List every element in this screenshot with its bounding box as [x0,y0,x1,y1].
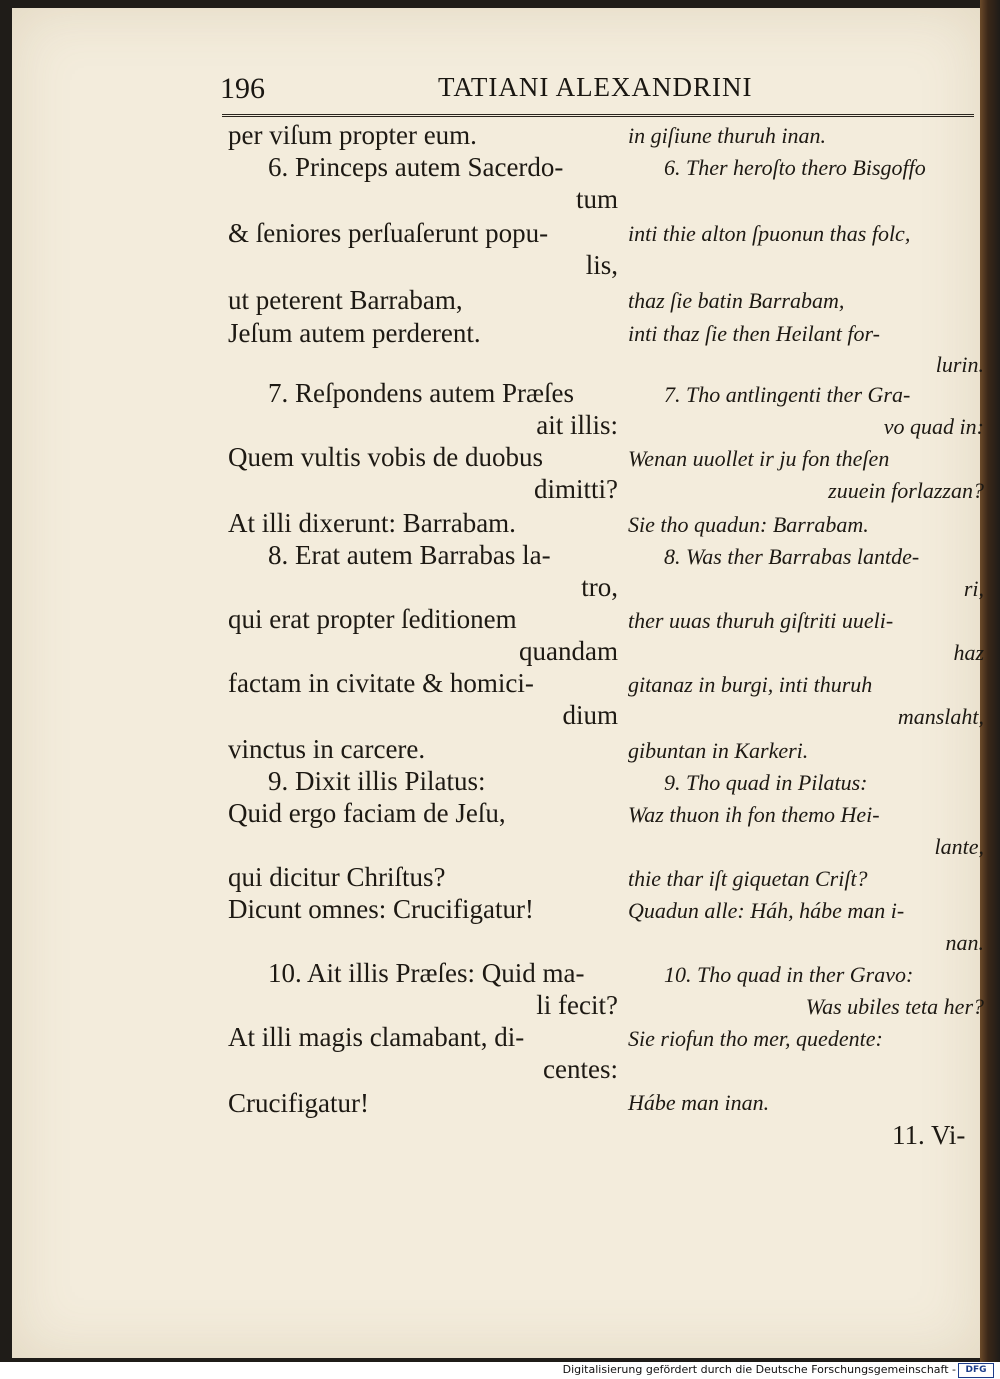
running-title: TATIANI ALEXANDRINI [438,72,753,102]
frankish-line: vo quad in: [883,414,984,439]
frankish-line: zuuein forlazzan? [828,478,984,503]
frankish-line: 8. Was ther Barrabas lantde- [664,544,920,569]
frankish-line: manslaht, [897,704,984,729]
latin-line: Jeſum autem perderent. [228,318,481,348]
latin-line: At illi magis clamabant, di- [228,1022,525,1052]
digitization-footer [0,1362,1000,1379]
frankish-line: ri, [963,576,984,601]
frankish-line: Sie tho quadun: Barrabam. [628,512,869,537]
latin-line: per viſum propter eum. [228,120,477,150]
frankish-line: lurin. [935,352,984,377]
latin-line: dimitti? [534,474,618,504]
latin-line: Crucifigatur! [228,1088,369,1118]
latin-line: Quid ergo faciam de Jeſu, [228,798,506,828]
latin-line: lis, [585,250,618,280]
latin-line: Dicunt omnes: Crucifigatur! [228,894,534,924]
latin-line: centes: [543,1054,618,1084]
latin-line: qui erat propter ſeditionem [228,604,517,634]
frankish-line: Quadun alle: Háh, hábe man i- [628,898,905,923]
frankish-line: thie thar iſt giquetan Criſt? [628,866,868,891]
frankish-line: gibuntan in Karkeri. [628,738,809,763]
frankish-line: in giſiune thuruh inan. [628,123,826,148]
frankish-line: 9. Tho quad in Pilatus: [664,770,868,795]
running-head [12,64,980,108]
frankish-line: Waz thuon ih fon themo Hei- [628,802,880,827]
frankish-line: Hábe man inan. [628,1090,770,1115]
frankish-line: ther uuas thuruh giſtriti uueli- [628,608,894,633]
latin-line: factam in civitate & homici- [228,668,534,698]
catchword: 11. Vi- [892,1120,966,1150]
frankish-line: inti thaz ſie then Heilant for- [628,321,880,346]
latin-line: qui dicitur Chriſtus? [228,862,446,892]
latin-line: 7. Reſpondens autem Præſes [268,378,574,408]
frankish-line: 10. Tho quad in ther Gravo: [664,962,914,987]
footer-credit: Digitalisierung gefördert durch die Deutsche Forschungsgemeinschaft - [562,1363,956,1376]
frankish-line: haz [953,640,984,665]
page-number: 196 [220,72,265,105]
frankish-line: 6. Ther heroſto thero Bisgoffo [664,155,926,180]
frankish-line: lante, [934,834,984,859]
latin-line: 9. Dixit illis Pilatus: [268,766,486,796]
latin-line: li fecit? [536,990,618,1020]
latin-line: 6. Princeps autem Sacerdo- [268,152,564,182]
frankish-line: Sie riofun tho mer, quedente: [628,1026,883,1051]
frankish-line: inti thie alton ſpuonun thas folc, [628,221,911,246]
frankish-line: 7. Tho antlingenti ther Gra- [664,382,911,407]
latin-line: dium [562,700,618,730]
latin-line: tum [575,184,618,214]
frankish-line: Was ubiles teta her? [805,994,984,1019]
latin-line: ait illis: [536,410,618,440]
latin-line: tro, [581,572,618,602]
latin-line: & ſeniores perſuaſerunt popu- [228,218,549,248]
latin-line: 8. Erat autem Barrabas la- [268,540,551,570]
dfg-logo-icon: DFG [958,1363,994,1378]
latin-line: 10. Ait illis Præſes: Quid ma- [268,958,585,988]
frankish-line: thaz ſie batin Barrabam, [628,288,845,313]
frankish-line: Wenan uuollet ir ju fon theſen [628,446,890,471]
latin-line: vinctus in carcere. [228,734,426,764]
frankish-line: gitanaz in burgi, inti thuruh [628,672,873,697]
latin-line: At illi dixerunt: Barrabam. [228,508,516,538]
latin-line: quandam [519,636,618,666]
frankish-line: nan. [945,930,984,955]
book-page [12,8,984,1358]
latin-line: ut peterent Barrabam, [228,285,463,315]
header-rule [222,114,974,117]
latin-line: Quem vultis vobis de duobus [228,442,543,472]
